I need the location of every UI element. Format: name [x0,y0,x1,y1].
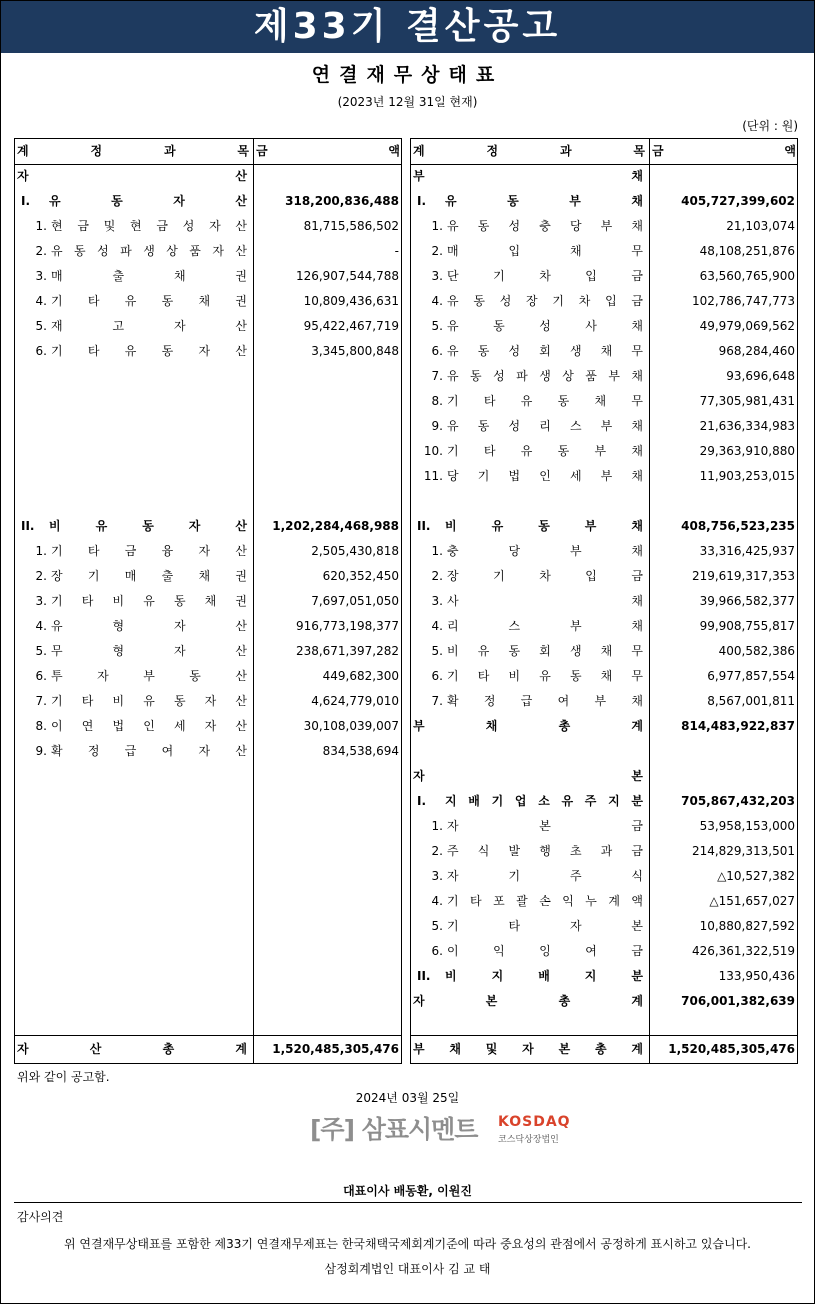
row-number: 8. [35,719,47,733]
row-value: 77,305,981,431 [699,394,795,408]
row-number: 10. [423,444,443,458]
table-row [411,814,797,839]
row-value: 95,422,467,719 [303,319,399,333]
row-number: 1. [431,219,443,233]
table-row [411,664,797,689]
table-row [15,314,401,339]
row-label: 현 금 및 현 금 성 자 산 [51,219,247,233]
row-number: 1. [431,544,443,558]
row-label: 자 본 [413,769,643,783]
row-number: 5. [431,319,443,333]
row-value: 2,505,430,818 [311,544,399,558]
row-label: 기 타 유 동 채 권 [51,294,247,308]
row-value: 1,520,485,305,476 [668,1042,795,1056]
row-value: 400,582,386 [718,644,795,658]
table-row [411,689,797,714]
kosdaq-logo: KOSDAQ [498,1114,571,1130]
row-number: I. [417,194,427,208]
account-header: 계 정 과 목 [17,144,249,158]
row-label: 유 동 부 채 [445,194,643,208]
table-row [15,589,401,614]
row-label: 기 타 비 유 동 자 산 [51,694,247,708]
row-label: 유 동 성 장 기 차 입 금 [447,294,643,308]
row-number: II. [417,519,431,533]
table-row [411,414,797,439]
row-label: 충 당 부 채 [447,544,643,558]
row-label: 비 유 동 자 산 [49,519,247,533]
row-number: 7. [431,694,443,708]
subtotal-row [411,189,797,214]
amount-header: 금 액 [652,144,796,158]
row-label: 유 동 성 파 생 상 품 부 채 [447,369,643,383]
table-header [15,139,401,164]
table-row [411,539,797,564]
row-number: 11. [423,469,443,483]
row-label: 유 동 성 회 생 채 무 [447,344,643,358]
row-value: 1,202,284,468,988 [272,519,399,533]
row-number: 2. [35,244,47,258]
row-number: I. [417,794,427,808]
row-label: 확 정 급 여 부 채 [447,694,643,708]
table-header [411,139,797,164]
auditor: 삼정회계법인 대표이사 김 교 태 [324,1262,491,1276]
row-label: 유 형 자 산 [51,619,247,633]
row-value: 834,538,694 [322,744,399,758]
row-value: 3,345,800,848 [311,344,399,358]
liabilities-total-row [411,714,797,739]
row-number: 1. [35,544,47,558]
row-label: 장 기 차 입 금 [447,569,643,583]
row-value: 133,950,436 [718,969,795,983]
row-value: △151,657,027 [709,894,795,908]
row-label: 유 동 성 사 채 [447,319,643,333]
row-label: 당 기 법 인 세 부 채 [447,469,643,483]
row-label: 리 스 부 채 [447,619,643,633]
row-label: 자 본 총 계 [413,994,643,1008]
table-row [411,239,797,264]
row-label: 자 기 주 식 [447,869,643,883]
row-label: 주 식 발 행 초 과 금 [447,844,643,858]
row-label: 기 타 유 동 자 산 [51,344,247,358]
row-number: 2. [35,569,47,583]
table-row [411,264,797,289]
liabilities-equity-table [410,138,798,1064]
row-label: 유 동 성 파 생 상 품 자 산 [51,244,247,258]
row-value: 238,671,397,282 [295,644,399,658]
table-row [15,714,401,739]
row-value: 318,200,836,488 [285,194,399,208]
table-row [411,314,797,339]
row-number: 1. [431,819,443,833]
row-label: 이 연 법 인 세 자 산 [51,719,247,733]
row-label: 기 타 유 동 부 채 [447,444,643,458]
table-row [15,689,401,714]
table-row [411,839,797,864]
statement-date: (2023년 12월 31일 현재) [337,95,478,109]
row-number: 3. [431,269,443,283]
table-row [411,364,797,389]
table-row [15,239,401,264]
row-number: 6. [431,944,443,958]
row-value: 219,619,317,353 [691,569,795,583]
row-value: 408,756,523,235 [681,519,795,533]
row-label: 투 자 부 동 산 [51,669,247,683]
row-label: 기 타 비 유 동 채 권 [51,594,247,608]
row-value: △10,527,382 [717,869,795,883]
row-value: 814,483,922,837 [681,719,795,733]
row-number: 4. [35,294,47,308]
company-name: [주] 삼표시멘트 [310,1115,478,1144]
row-value: 21,103,074 [726,219,795,233]
audit-opinion: 위 연결재무상태표를 포함한 제33기 연결재무제표는 한국채택국제회계기준에 따라 중요성의 관점에서 공정하게 표시하고 있습니다. [63,1237,752,1251]
row-value: 102,786,747,773 [691,294,795,308]
row-label: 기 타 자 본 [447,919,643,933]
row-value: 99,908,755,817 [699,619,795,633]
grand-total-row [411,1037,797,1062]
row-number: 4. [431,894,443,908]
row-label: 단 기 차 입 금 [447,269,643,283]
row-label: 비 유 동 부 채 [445,519,643,533]
row-value: 33,316,425,937 [699,544,795,558]
row-label: 이 익 잉 여 금 [447,944,643,958]
row-label: 부 채 및 자 본 총 계 [413,1042,643,1056]
row-value: 7,697,051,050 [311,594,399,608]
subtotal-row [15,514,401,539]
row-number: 3. [431,869,443,883]
row-value: 405,727,399,602 [681,194,795,208]
row-number: 3. [35,594,47,608]
row-label: 기 타 비 유 동 채 무 [447,669,643,683]
row-label: 매 출 채 권 [51,269,247,283]
amount-header: 금 액 [256,144,400,158]
row-number: 2. [431,569,443,583]
subtotal-row [411,789,797,814]
row-number: 6. [35,344,47,358]
row-number: 5. [431,919,443,933]
section-row [411,164,797,189]
row-value: 10,809,436,631 [303,294,399,308]
row-label: 매 입 채 무 [447,244,643,258]
row-value: 4,624,779,010 [311,694,399,708]
row-value: 214,829,313,501 [691,844,795,858]
row-number: 7. [35,694,47,708]
subtotal-row [411,514,797,539]
table-row [15,639,401,664]
row-value: 620,352,450 [322,569,399,583]
table-row [411,339,797,364]
row-number: II. [417,969,431,983]
row-label: 유 동 자 산 [49,194,247,208]
statement-title: 연결재무상태표 [311,64,504,86]
row-value: 449,682,300 [322,669,399,683]
row-number: 4. [431,619,443,633]
row-value: 21,636,334,983 [699,419,795,433]
subtotal-row [411,964,797,989]
row-label: 자 본 금 [447,819,643,833]
row-value: 705,867,432,203 [681,794,795,808]
row-number: I. [21,194,31,208]
row-value: 1,520,485,305,476 [272,1042,399,1056]
row-label: 부 채 총 계 [413,719,643,733]
row-value: 968,284,460 [718,344,795,358]
table-row [411,914,797,939]
table-row [411,439,797,464]
table-row [15,564,401,589]
row-number: 6. [431,344,443,358]
row-number: 5. [35,644,47,658]
row-number: 5. [35,319,47,333]
row-value: 39,966,582,377 [699,594,795,608]
row-number: 3. [35,269,47,283]
row-value: 49,979,069,562 [699,319,795,333]
ceo-names: 대표이사 배동환, 이원진 [343,1184,472,1198]
table-row [411,614,797,639]
table-row [15,539,401,564]
row-value: 30,108,039,007 [303,719,399,733]
table-row [15,339,401,364]
row-label: 사 채 [447,594,643,608]
row-number: 1. [35,219,47,233]
row-value: 6,977,857,554 [707,669,795,683]
row-number: 9. [431,419,443,433]
row-value: 29,363,910,880 [699,444,795,458]
row-label: 기 타 금 융 자 산 [51,544,247,558]
row-label: 기 타 유 동 채 무 [447,394,643,408]
row-label: 부 채 [413,169,643,183]
grand-total-row [15,1037,401,1062]
notice-date: 2024년 03월 25일 [355,1091,460,1105]
row-label: 장 기 매 출 채 권 [51,569,247,583]
account-header: 계 정 과 목 [413,144,645,158]
row-label: 무 형 자 산 [51,644,247,658]
row-number: 3. [431,594,443,608]
row-value: 706,001,382,639 [681,994,795,1008]
section-row [411,764,797,789]
row-value: 93,696,648 [726,369,795,383]
row-label: 비 유 동 회 생 채 무 [447,644,643,658]
company-logo [310,1110,570,1150]
row-value: 63,560,765,900 [699,269,795,283]
row-number: 6. [431,669,443,683]
row-label: 유 동 성 충 당 부 채 [447,219,643,233]
table-row [15,264,401,289]
divider [14,1202,802,1203]
notice-text: 위와 같이 공고함. [17,1070,110,1084]
row-label: 비 지 배 지 분 [445,969,643,983]
table-row [411,289,797,314]
subtotal-row [15,189,401,214]
table-row [15,289,401,314]
table-row [411,639,797,664]
table-row [411,389,797,414]
row-number: 4. [431,294,443,308]
row-label: 자 산 [17,169,247,183]
row-number: 2. [431,244,443,258]
row-value: 8,567,001,811 [707,694,795,708]
row-value: 48,108,251,876 [699,244,795,258]
table-row [411,464,797,489]
table-row [411,564,797,589]
row-label: 자 산 총 계 [17,1042,247,1056]
row-value: 11,903,253,015 [699,469,795,483]
row-number: 6. [35,669,47,683]
row-number: 7. [431,369,443,383]
row-value: 53,958,153,000 [699,819,795,833]
table-row [411,939,797,964]
row-number: 4. [35,619,47,633]
table-row [411,214,797,239]
table-row [411,864,797,889]
row-value: 426,361,322,519 [691,944,795,958]
row-label: 유 동 성 리 스 부 채 [447,419,643,433]
equity-total-row [411,989,797,1014]
row-number: 5. [431,644,443,658]
row-number: 2. [431,844,443,858]
row-label: 지 배 기 업 소 유 주 지 분 [445,794,643,808]
assets-table [14,138,402,1064]
row-label: 재 고 자 산 [51,319,247,333]
row-value: 126,907,544,788 [295,269,399,283]
section-row [15,164,401,189]
row-number: 8. [431,394,443,408]
row-label: 기 타 포 괄 손 익 누 계 액 [447,894,643,908]
row-number: II. [21,519,35,533]
audit-title: 감사의견 [17,1210,64,1224]
table-row [411,889,797,914]
table-row [15,614,401,639]
row-value: 10,880,827,592 [699,919,795,933]
kosdaq-sub: 코스닥상장법인 [498,1135,559,1145]
table-row [15,739,401,764]
table-row [411,589,797,614]
row-value: - [394,244,399,258]
row-value: 81,715,586,502 [303,219,399,233]
row-label: 확 정 급 여 자 산 [51,744,247,758]
page-title: 제33기 결산공고 [1,1,814,53]
table-row [15,214,401,239]
row-number: 9. [35,744,47,758]
unit-label: (단위 : 원) [742,119,798,133]
table-row [15,664,401,689]
row-value: 916,773,198,377 [295,619,399,633]
